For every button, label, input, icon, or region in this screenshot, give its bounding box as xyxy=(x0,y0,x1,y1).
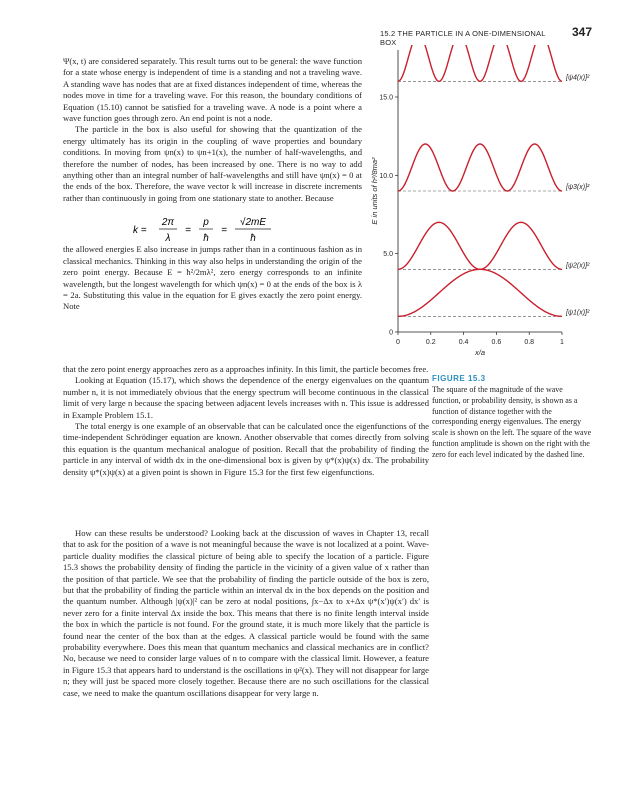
eq-equals-2: = xyxy=(220,225,227,237)
x-tick-label: 0.4 xyxy=(458,339,469,346)
paragraph: Looking at Equation (15.17), which shows the dependence of the energy eigenvalues on the quantum number n, it is not immediately obvious that the energy spectrum will become continuous in the classical limit of very large n because the spacing between adjacent levels increases with n. This issue is addressed in Example Problem 15.1. xyxy=(63,375,429,420)
x-tick-label: 1 xyxy=(560,339,564,346)
eq-num-3: √2mE xyxy=(239,217,266,229)
y-axis-label: E in units of h²/8ma² xyxy=(370,157,379,225)
full-width-column-top xyxy=(63,364,429,478)
probability-density-chart xyxy=(360,45,600,375)
figure-15-3 xyxy=(360,45,600,375)
eq-num-1: 2π xyxy=(161,217,174,229)
probability-density-curve xyxy=(398,144,562,191)
section-title: 15.2 THE PARTICLE IN A ONE-DIMENSIONAL BOX xyxy=(380,29,546,47)
probability-density-curve xyxy=(398,45,562,81)
caption-title: FIGURE 15.3 xyxy=(432,374,486,383)
probability-density-curve xyxy=(398,269,562,316)
eq-den-2: ħ xyxy=(202,233,209,245)
running-header xyxy=(380,25,592,47)
paragraph: The total energy is one example of an observable that can be calculated once the eigenfunctions of the time-independent Schrödinger equation are known. Another observable that comes directly from solving this equation is the quantum mechanical analogue of position. Recall that the probability of finding the particle in any interval of width dx in the one-dimensional box is given by ψ*(x)ψ(x) dx. The probability density ψ*(x)ψ(x) at a given point is shown in Figure 15.3 for the first few eigenfunctions. xyxy=(63,421,429,477)
paragraph: How can these results be understood? Looking back at the discussion of waves in Chapter 13, recall that to ask for the position of a wave is not meaningful because the wave is not localized at a point. Wave-particle duality modifies the classical picture of being able to specify the location of a particle. Figure 15.3 shows the probability density of finding the particle in the vicinity of a given value of x rather than the position of that particle. We see that the probability of finding the particle outside of the box is zero, but that the probability of finding the particle within an interval dx in the box depends on the position and the quantum number. Although |ψ(x)|² can be zero at nodal positions, ∫x−Δx to x+Δx ψ*(x′)ψ(x′) dx′ is never zero for a finite interval Δx inside the box. This means that there is no finite length interval inside the box in which the particle is not found. For the ground state, it is much more likely that the particle is found near the center of the box than at the edges. A classical particle would be found with the same probability everywhere. Does this mean that quantum mechanics and classical mechanics are in conflict? No, because we need to consider large values of n to compare with the classical limit. However, a feature in Figure 15.3 that appears hard to understand is the oscillations in ψ²(x). They will not disappear for large n; they will just be spaced more closely together. Because there are no such oscillations for the classical case, we need to make the quantum oscillations disappear for very large n. xyxy=(63,528,429,698)
eq-equals-1: = xyxy=(184,225,191,237)
y-tick-label: 10.0 xyxy=(379,172,393,180)
paragraph: the allowed energies E also increase in jumps rather than in a continuous fashion as in classical mechanics. Thinking in this way also helps in understanding the origin of the zero point energy. Because E = ħ²/2mλ², zero energy corresponds to an infinite wavelength, but the longest wavelength for which ψn(x) = 0 at the ends of the box is λ = 2a. Substituting this value in the equation for E gives exactly the zero point energy. Note xyxy=(63,244,362,312)
paragraph: The particle in the box is also useful for showing that the quantization of the energy ultimately has its origin in the coupling of wave properties and boundary conditions. In moving from ψn(x) to ψn+1(x), the number of half-wavelengths, and therefore the number of nodes, has been increased by one. There is no way to add anything other than an integral number of half-wavelengths and still have ψn(x) = 0 at the ends of the box. Therefore, the wave vector k will increase in discrete increments rather than continuously in going from one stationary state to another. Because xyxy=(63,124,362,203)
left-column xyxy=(63,56,362,313)
x-tick-label: 0 xyxy=(396,339,400,346)
figure-caption xyxy=(432,374,592,461)
y-tick-label: 15.0 xyxy=(379,94,393,102)
probability-density-curve xyxy=(398,222,562,269)
curve-label: [ψ4(x)]² xyxy=(566,74,590,82)
y-tick-label: 5.0 xyxy=(383,251,393,259)
paragraph: that the zero point energy approaches zero as a approaches infinity. In this limit, the particle becomes free. xyxy=(63,364,429,374)
x-tick-label: 0.8 xyxy=(524,339,535,346)
eq-k: k = xyxy=(132,225,147,237)
x-axis-label: x/a xyxy=(474,348,486,357)
eq-den-1: λ xyxy=(165,233,170,245)
page-number: 347 xyxy=(571,25,592,39)
paragraph: Ψ(x, t) are considered separately. This result turns out to be general: the wave function for a state whose energy is independent of time is a standing and not a traveling wave. A standing wave has nodes that are at fixed distances independent of time, whereas the nodes move in time for a traveling wave. For this reason, the boundary conditions of Equation (15.10) cannot be satisfied for a traveling wave. A node is a point where a wave function goes through zero. An end point is not a node. xyxy=(63,56,362,124)
x-tick-label: 0.6 xyxy=(491,339,502,346)
eq-den-3: ħ xyxy=(249,233,256,245)
wave-vector-equation xyxy=(63,212,362,245)
curve-label: [ψ1(x)]² xyxy=(566,309,590,317)
caption-body: The square of the magnitude of the wave function, or probability density, is shown as a function of distance together with the corresponding energy eigenvalues. The energy scale is shown on the left. The square of the wave function amplitude is shown on the right with the zero for each level indicated by the dashed line. xyxy=(432,385,592,459)
full-width-column-bottom xyxy=(63,528,429,699)
y-tick-label: 0 xyxy=(389,329,393,337)
equation-graphic xyxy=(113,212,313,246)
eq-num-2: p xyxy=(202,217,209,229)
x-tick-label: 0.2 xyxy=(425,339,436,346)
curve-label: [ψ3(x)]² xyxy=(566,184,590,191)
curve-label: [ψ2(x)]² xyxy=(566,262,590,270)
